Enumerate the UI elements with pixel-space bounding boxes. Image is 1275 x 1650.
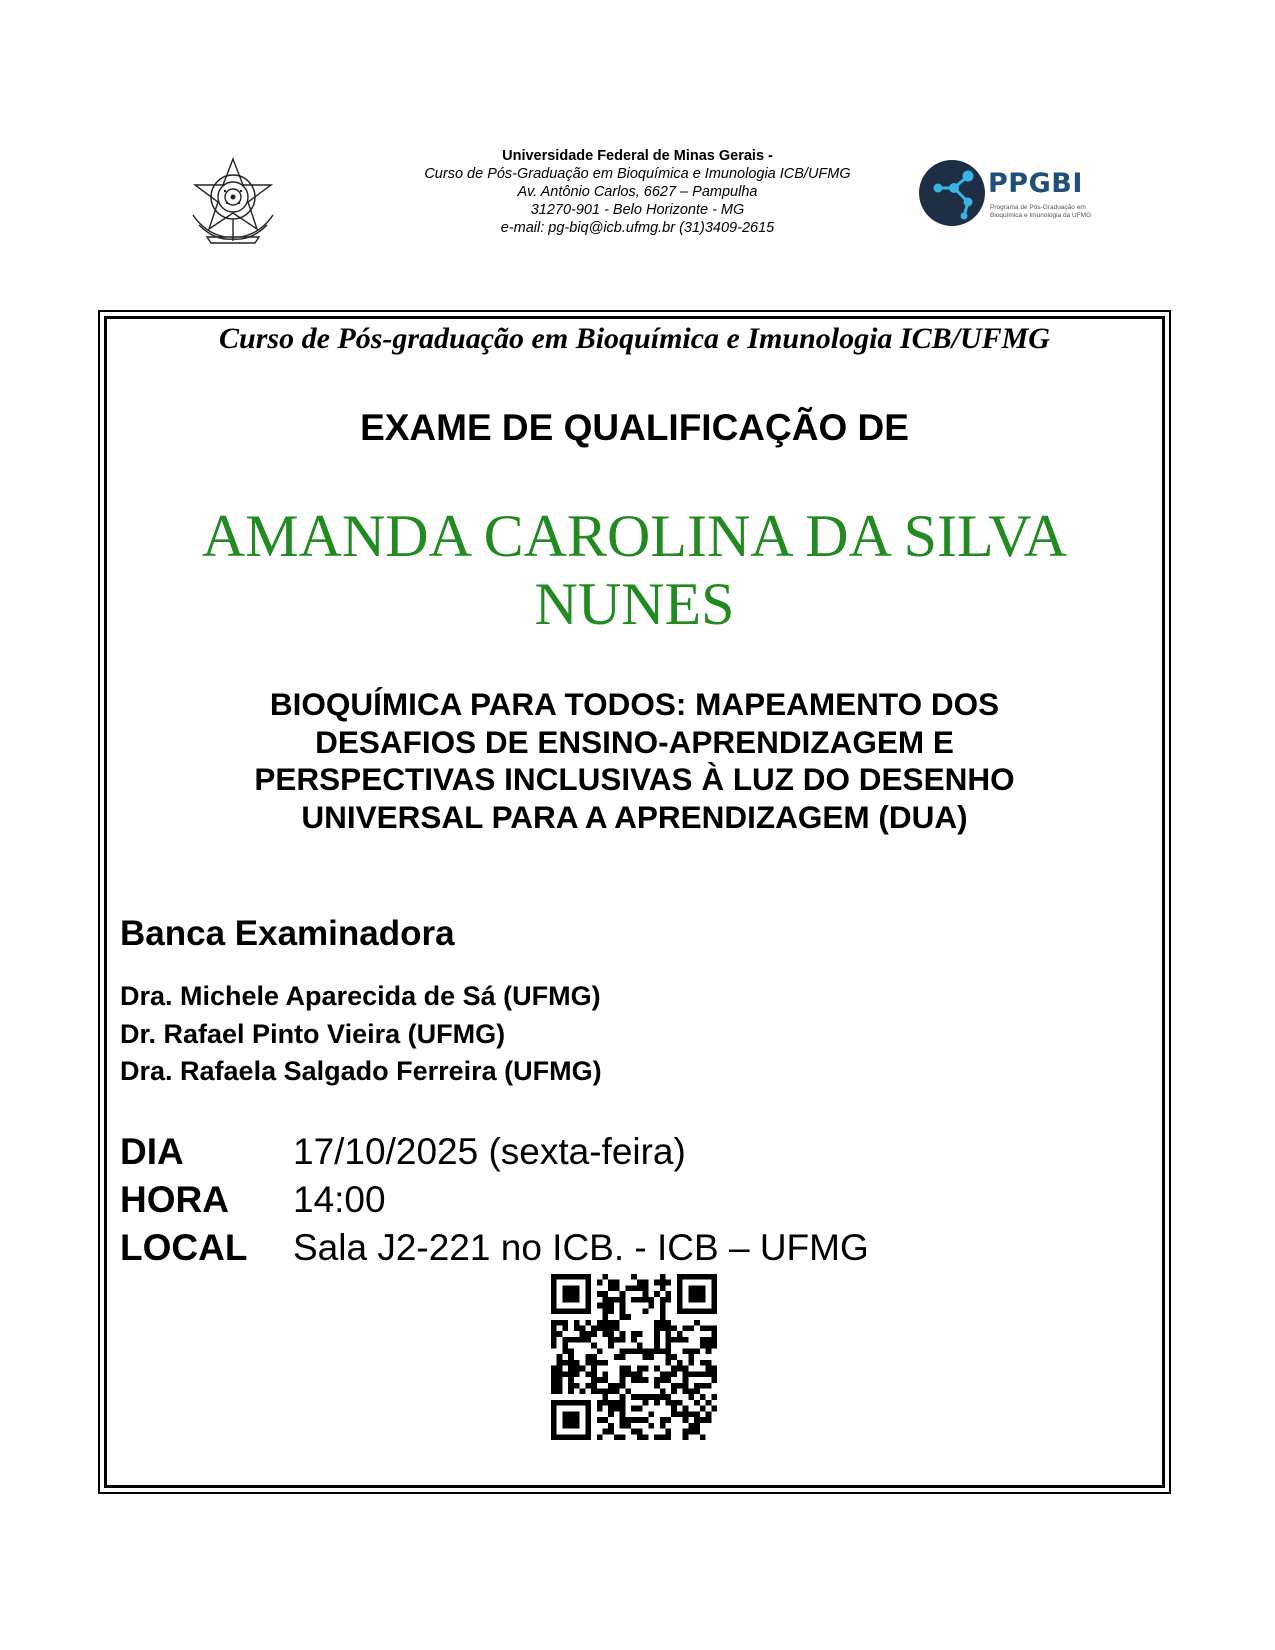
- time-row: [120, 1176, 869, 1224]
- brazil-coat-of-arms-icon: [185, 155, 281, 247]
- city-line: 31270-901 - Belo Horizonte - MG: [530, 202, 745, 218]
- thesis-title-line: DESAFIOS DE ENSINO-APRENDIZAGEM E: [315, 723, 954, 760]
- event-details: [120, 1128, 869, 1272]
- day-label: DIA: [120, 1131, 184, 1172]
- logo-subtitle: Programa de Pós-Graduação em Bioquímica e Imunologia da UFMG: [990, 204, 1092, 219]
- course-line: Curso de Pós-Graduação em Bioquímica e Imunologia ICB/UFMG: [424, 166, 851, 182]
- banca-member: Dr. Rafael Pinto Vieira (UFMG): [120, 1018, 506, 1049]
- contact-line: e-mail: pg-biq@icb.ufmg.br (31)3409-2615: [500, 220, 775, 236]
- banca-member: Dra. Michele Aparecida de Sá (UFMG): [120, 981, 601, 1011]
- banca-member: Dra. Rafaela Salgado Ferreira (UFMG): [120, 1056, 602, 1086]
- logo-name: PPGBI: [988, 168, 1083, 199]
- banca-heading: Banca Examinadora: [120, 914, 455, 953]
- course-title: Curso de Pós-graduação em Bioquímica e Imunologia ICB/UFMG: [219, 322, 1050, 355]
- candidate-name-line: NUNES: [534, 571, 735, 637]
- letterhead: [330, 147, 945, 237]
- candidate-name-line: AMANDA CAROLINA DA SILVA: [201, 503, 1068, 569]
- thesis-title-line: PERSPECTIVAS INCLUSIVAS À LUZ DO DESENHO: [254, 761, 1015, 797]
- day-value: 17/10/2025 (sexta-feira): [293, 1131, 686, 1172]
- qr-code-icon: [551, 1274, 717, 1440]
- exam-title: EXAME DE QUALIFICAÇÃO DE: [360, 407, 909, 448]
- place-value: Sala J2-221 no ICB. - ICB – UFMG: [293, 1227, 869, 1268]
- thesis-title-line: BIOQUÍMICA PARA TODOS: MAPEAMENTO DOS: [269, 686, 1000, 722]
- university-name: Universidade Federal de Minas Gerais -: [502, 148, 773, 164]
- thesis-title: [104, 686, 1165, 836]
- place-label: LOCAL: [120, 1227, 248, 1268]
- address-line: Av. Antônio Carlos, 6627 – Pampulha: [517, 184, 758, 200]
- day-row: [120, 1128, 869, 1176]
- thesis-title-line: UNIVERSAL PARA A APRENDIZAGEM (DUA): [301, 798, 968, 835]
- time-value: 14:00: [293, 1179, 386, 1220]
- time-label: HORA: [120, 1179, 229, 1220]
- banca-members: [120, 978, 602, 1091]
- candidate-name: [104, 502, 1165, 638]
- place-row: [120, 1224, 869, 1272]
